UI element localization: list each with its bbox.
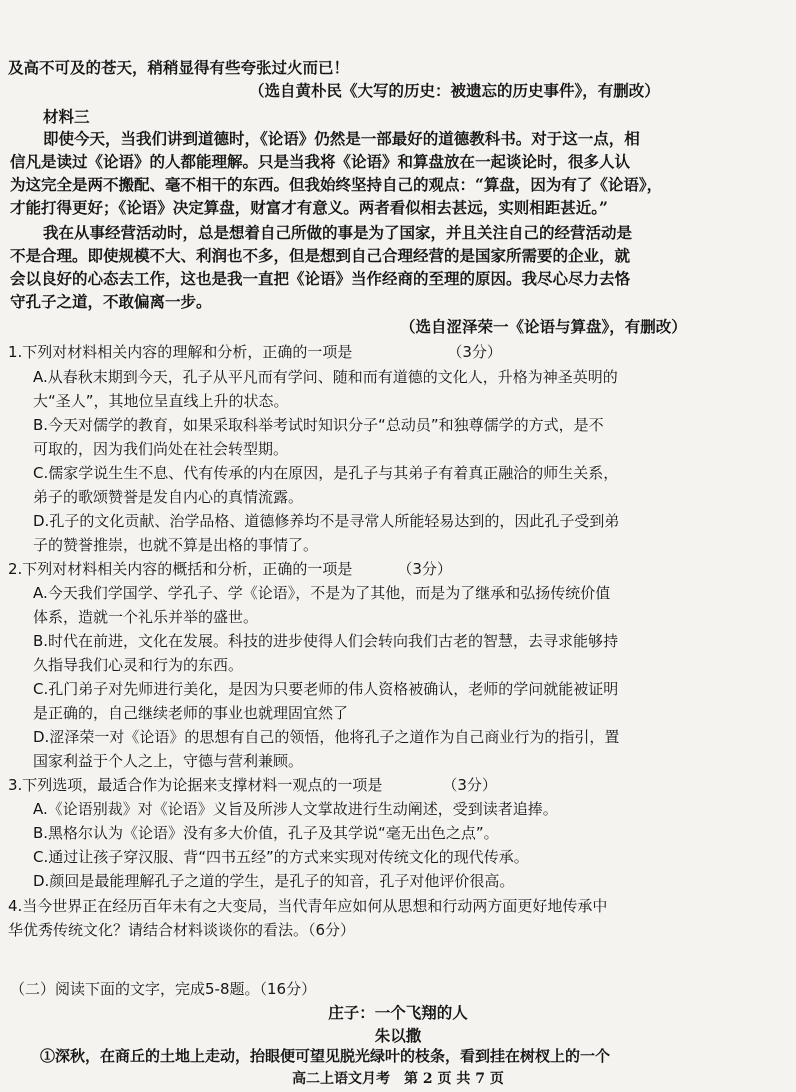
article-author: 朱以撒 bbox=[374, 1026, 422, 1045]
question-3-stem: 3.下列选项，最适合作为论据来支撑材料一观点的一项是 （3分） bbox=[8, 776, 497, 794]
option-1b-cont: 可取的，因为我们尚处在社会转型期。 bbox=[33, 440, 289, 458]
option-1c: C.儒家学说生生不息、代有传承的内在原因，是孔子与其弟子有着真正融洽的师生关系， bbox=[33, 464, 619, 482]
page-footer: 高二上语文月考 第 2 页 共 7 页 bbox=[0, 1068, 796, 1090]
section-heading: （二）阅读下面的文字，完成5-8题。（16分） bbox=[10, 980, 317, 998]
option-2c: C.孔门弟子对先师进行美化，是因为只要老师的伟人资格被确认，老师的学问就能被证明 bbox=[33, 680, 619, 698]
question-score: （3分） bbox=[397, 560, 452, 578]
passage-line: 守孔子之道，不敢偏离一步。 bbox=[10, 292, 212, 311]
passage-line: 即使今天，当我们讲到道德时，《论语》仍然是一部最好的道德教科书。对于这一点，相 bbox=[43, 129, 640, 148]
question-score: （3分） bbox=[442, 776, 497, 794]
option-1b: B.今天对儒学的教育，如果采取科举考试时知识分子“总动员”和独尊儒学的方式，是不 bbox=[33, 416, 604, 434]
option-2b: B.时代在前进，文化在发展。科技的进步使得人们会转向我们古老的智慧，去寻求能够持 bbox=[33, 632, 619, 650]
passage-line: 不是合理。即使规模不大、利润也不多，但是想到自己合理经营的是国家所需要的企业，就 bbox=[10, 246, 631, 265]
option-2a: A.今天我们学国学、学孔子、学《论语》，不是为了其他，而是为了继承和弘扬传统价值 bbox=[33, 584, 611, 602]
question-4-stem-cont: 华优秀传统文化？请结合材料谈谈你的看法。（6分） bbox=[8, 921, 356, 939]
question-score: （3分） bbox=[447, 343, 502, 361]
question-2-stem: 2.下列对材料相关内容的概括和分析，正确的一项是 （3分） bbox=[8, 560, 452, 578]
option-1c-cont: 弟子的歌颂赞誉是发自内心的真情流露。 bbox=[33, 488, 304, 506]
option-2d: D.涩泽荣一对《论语》的思想有自己的领悟，他将孔子之道作为自己商业行为的指引，置 bbox=[33, 728, 620, 746]
passage-line: 我在从事经营活动时，总是想着自己所做的事是为了国家，并且关注自己的经营活动是 bbox=[43, 223, 633, 242]
passage-line: 及高不可及的苍天，稍稍显得有些夸张过火而已！ bbox=[8, 58, 350, 77]
option-3a: A.《论语别裁》对《论语》义旨及所涉人文掌故进行生动阐述，受到读者追捧。 bbox=[33, 800, 558, 818]
source-citation: （选自黄朴民《大写的历史：被遗忘的历史事件》，有删改） bbox=[249, 81, 660, 100]
option-2a-cont: 体系，造就一个礼乐并举的盛世。 bbox=[33, 608, 259, 626]
option-1d: D.孔子的文化贡献、治学品格、道德修养均不是寻常人所能轻易达到的，因此孔子受到弟 bbox=[33, 512, 620, 530]
option-2d-cont: 国家利益于个人之上，守德与营利兼顾。 bbox=[33, 752, 304, 770]
option-2c-cont: 是正确的，自己继续老师的事业也就理固宜然了 bbox=[33, 704, 349, 722]
option-2b-cont: 久指导我们心灵和行为的东西。 bbox=[33, 656, 244, 674]
option-1a-cont: 大“圣人”，其地位呈直线上升的状态。 bbox=[33, 392, 289, 410]
option-3d: D.颜回是最能理解孔子之道的学生，是孔子的知音，孔子对他评价很高。 bbox=[33, 872, 515, 890]
question-4-stem: 4.当今世界正在经历百年未有之大变局，当代青年应如何从思想和行动两方面更好地传承中 bbox=[8, 897, 608, 915]
option-3c: C.通过让孩子穿汉服、背“四书五经”的方式来实现对传统文化的现代传承。 bbox=[33, 848, 529, 866]
passage-line: 为这完全是两不搬配、毫不相干的东西。但我始终坚持自己的观点：“算盘，因为有了《论语》， bbox=[10, 175, 663, 194]
option-1d-cont: 子的赞誉推崇，也就不算是出格的事情了。 bbox=[33, 536, 319, 554]
article-paragraph: ①深秋，在商丘的土地上走动，抬眼便可望见脱光绿叶的枝条，看到挂在树杈上的一个 bbox=[40, 1047, 611, 1065]
passage-line: 信凡是读过《论语》的人都能理解。只是当我将《论语》和算盘放在一起谈论时，很多人认 bbox=[10, 152, 631, 171]
material-heading: 材料三 bbox=[43, 107, 90, 126]
question-1-stem: 1.下列对材料相关内容的理解和分析，正确的一项是 （3分） bbox=[8, 343, 502, 361]
option-3b: B.黑格尔认为《论语》没有多大价值，孔子及其学说“毫无出色之点”。 bbox=[33, 824, 499, 842]
passage-line: 才能打得更好；《论语》决定算盘，财富才有意义。两者看似相去甚远，实则相距甚近。” bbox=[10, 198, 608, 217]
option-1a: A.从春秋末期到今天，孔子从平凡而有学问、随和而有道德的文化人，升格为神圣英明的 bbox=[33, 368, 618, 386]
passage-line: 会以良好的心态去工作，这也是我一直把《论语》当作经商的至理的原因。我尽心尽力去恪 bbox=[10, 269, 631, 288]
source-citation: （选自涩泽荣一《论语与算盘》，有删改） bbox=[400, 317, 687, 336]
article-title: 庄子：一个飞翔的人 bbox=[328, 1003, 468, 1022]
